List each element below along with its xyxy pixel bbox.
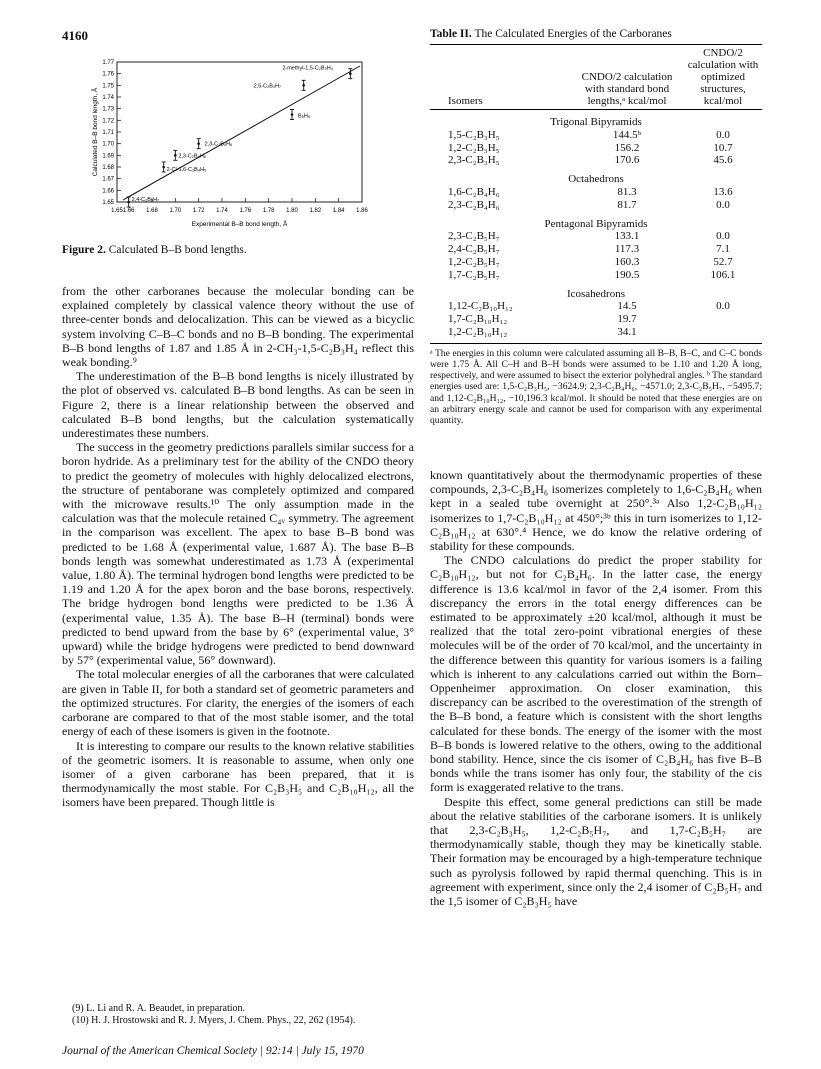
point-label: 2,3-C₂B₄H₆	[204, 141, 233, 148]
paragraph: Despite this effect, some general predictions can still be made about the relative stabilities of the carborane isomers. It is unlikely that 2,3-C₂B₃H₅, 1,2-C₂B₅H₇, and 1,7-C₂B₅H₇ are thermodynamically stable, though they may be kinetically stable. Their formation may be encouraged by a high-temperature technique such as pyrolysis followed by rapid thermal quenching. This is in agreement with experiment, since only the 2,4 isomer of C₂B₅H₇ and the 1,5 isomer of C₂B₃H₅ have	[430, 794, 762, 909]
y-axis-label: Calculated B–B bond length, Å	[92, 87, 99, 177]
bond-length-scatter-plot	[62, 52, 414, 252]
point-label: B₅H₉	[298, 113, 311, 120]
cell-optimized-energy	[684, 326, 762, 343]
cell-standard-energy: 160.3	[614, 255, 640, 268]
cell-standard-energy: 190.5	[614, 268, 640, 281]
energies-table	[430, 44, 762, 344]
table-group-row	[430, 110, 762, 129]
x-tick-label: 1.70	[169, 208, 182, 214]
cell-standard-energy: 170.6	[614, 154, 640, 167]
left-column	[62, 284, 414, 810]
cell-isomer: 1,6-C₂B₄H₆	[448, 185, 500, 198]
x-tick-label: 1.66	[122, 208, 135, 214]
cell-optimized-energy: 10.7	[713, 141, 733, 154]
references	[62, 1003, 414, 1027]
data-point	[197, 142, 200, 145]
cell-isomer: 2,3-C₂B₄H₆	[448, 198, 500, 211]
table-body	[430, 110, 762, 344]
cell-optimized-energy: 0.0	[716, 230, 730, 243]
cell-standard-energy: 144.5ᵇ	[612, 128, 642, 141]
page-number: 4160	[62, 28, 88, 43]
point-label: 2-methyl-1,5-C₂B₃H₄	[282, 65, 333, 72]
plot-frame	[117, 62, 362, 202]
cell-isomer: 1,7-C₂B₅H₇	[448, 268, 500, 281]
cell-optimized-energy: 0.0	[716, 300, 730, 313]
y-tick-label: 1.74	[102, 95, 114, 101]
cell-standard-energy: 117.3	[614, 243, 640, 256]
header-isomers: Isomers	[448, 95, 483, 107]
x-tick-label: 1.72	[192, 208, 205, 214]
x-tick-label: 1.82	[309, 208, 322, 214]
right-column	[430, 468, 762, 908]
figure-caption-text: Calculated B–B bond lengths.	[108, 244, 247, 256]
point-label: 2,5-C₂B₃H₇	[253, 83, 282, 90]
figure-2	[62, 52, 414, 252]
y-tick-label: 1.73	[102, 106, 114, 113]
cell-optimized-energy	[684, 313, 762, 326]
cell-optimized-energy: 7.1	[716, 243, 730, 256]
y-tick-label: 1.75	[102, 83, 114, 90]
cell-isomer: 1,2-C₂B₅H₇	[448, 255, 500, 268]
y-tick-label: 1.69	[102, 153, 114, 160]
table-group-row	[430, 167, 762, 186]
table-row	[430, 256, 762, 269]
y-tick-label: 1.70	[102, 141, 114, 148]
y-tick-label: 1.65	[102, 200, 114, 206]
table-footnote: ᵃ The energies in this column were calculated assuming all B–B, B–C, and C–C bonds were 1.75 Å. All C–H and B–H bonds were assumed to be 1.10 and 1.20 Å long, respectively, and were assumed to bisect the exterior polyhedral angles. ᵇ The standard energies used are: 1,5-C₂B₃H₅, −3624.9; 2,3-C₂B₄H₆, −4571.0; 2,3-C₂B₅H₇, −5495.7; and 1,12-C₂B₁₀H₁₂, −10,196.3 kcal/mol. It should be noted that these energies are on an arbitrary energy scale and cannot be used for comparison with any experimental quantity.	[430, 347, 762, 426]
x-tick-label: 1.86	[356, 208, 368, 214]
table-group-row	[430, 282, 762, 301]
cell-isomer: 2,3-C₂B₃H₅	[448, 154, 500, 167]
y-tick-label: 1.67	[102, 176, 114, 183]
x-tick-label: 1.68	[146, 208, 158, 214]
data-point	[349, 72, 352, 75]
figure-caption	[62, 244, 247, 256]
reference: (10) H. J. Hrostowski and R. J. Myers, J. Chem. Phys., 22, 262 (1954).	[72, 1015, 356, 1026]
table-row	[430, 129, 762, 142]
data-point	[162, 166, 165, 169]
cell-isomer: 1,2-C₂B₁₀H₁₂	[448, 325, 508, 338]
data-point	[127, 201, 130, 204]
cell-optimized-energy: 0.0	[716, 198, 730, 211]
point-label: 2-Cl-1,6-C₂B₄H₅	[166, 167, 207, 173]
table-title-text: The Calculated Energies of the Carboranes	[474, 28, 672, 40]
paragraph: from the other carboranes because the molecular bonding can be explained completely by classical valence theory without the use of three-center bonds and delocalization. This can be viewed as a bicyclic system involving C–B–C bonds and no B–B bonding. The experimental B–B bond lengths of 1.87 and 1.85 Å in 2-CH₃-1,5-C₂B₃H₄ reflect this weak bonding.⁹	[62, 284, 414, 370]
paragraph: The success in the geometry predictions parallels similar success for a boron hydride. As a preliminary test for the ability of the CNDO theory to predict the geometry of molecules with highly delocalized electrons, the structure of pentaborane was completely optimized and compared with the microwave results.¹⁰ The only assumption made in the calculation was that the molecule retained C₄ᵥ symmetry. The agreement in the comparison was excellent. The apex to base B–B bond was predicted to be 1.68 Å (experimental value, 1.687 Å). The base B–B bonds length was somewhat underestimated as 1.73 Å (experimental value, 1.80 Å). The terminal hydrogen bond lengths were predicted to be 1.19 and 1.20 Å for the apex boron and the base borons, respectively. The bridge hydrogen bond lengths were predicted to be 1.36 Å (experimental value, 1.35 Å). The base B–H (terminal) bonds were predicted to bend upward from the base by 6° (experimental value, 3° upward) while the bridge hydrogens were predicted to bend downward by 57° (experimental value, 56° downward).	[62, 440, 414, 668]
table-row	[430, 186, 762, 199]
table-group-label: Octahedrons	[568, 173, 624, 186]
table-row	[430, 269, 762, 282]
reference: (9) L. Li and R. A. Beaudet, in preparation.	[72, 1003, 246, 1014]
table-row	[430, 300, 762, 313]
paragraph: It is interesting to compare our results to the known relative stabilities of the geometric isomers. It is reasonable to assume, when only one isomer of a given carborane has been prepared, that it is thermodynamically the most stable. For C₂B₃H₅ and C₂B₁₀H₁₂, all the isomers have been prepared. Though little is	[62, 738, 414, 810]
cell-isomer: 2,4-C₂B₅H₇	[448, 243, 500, 256]
table-group-label: Icosahedrons	[566, 287, 626, 300]
x-axis-label: Experimental B–B bond length, Å	[191, 221, 288, 228]
x-tick-label: 1.74	[216, 208, 228, 214]
x-tick-label: 1.78	[262, 208, 275, 214]
table-row	[430, 243, 762, 256]
data-point	[302, 84, 305, 87]
paragraph: The underestimation of the B–B bond lengths is nicely illustrated by the plot of observed vs. calculated B–B bond lengths. As can be seen in Figure 2, there is a linear relationship between the observed and calculated B–B bond lengths, but the calculation systematically underestimates these numbers.	[62, 369, 414, 441]
y-tick-label: 1.77	[102, 60, 114, 66]
y-tick-label: 1.66	[102, 188, 114, 195]
x-tick-label: 1.65	[111, 208, 123, 214]
cell-optimized-energy: 13.6	[713, 185, 733, 198]
y-tick-label: 1.72	[102, 118, 114, 125]
figure-caption-label: Figure 2.	[62, 244, 106, 256]
header-optimized: CNDO/2 calculation with optimized structures, kcal/mol	[687, 47, 759, 107]
cell-standard-energy: 34.1	[617, 325, 637, 338]
data-point	[174, 154, 177, 157]
table-row	[430, 326, 762, 343]
journal-footer: Journal of the American Chemical Society | 92:14 | July 15, 1970	[62, 1045, 364, 1057]
x-tick-label: 1.80	[286, 208, 298, 214]
header-standard: CNDO/2 calculation with standard bond lengths,ᵃ kcal/mol	[581, 71, 673, 107]
cell-optimized-energy: 52.7	[713, 255, 733, 268]
table-row	[430, 142, 762, 155]
cell-isomer: 1,5-C₂B₃H₅	[448, 128, 500, 141]
x-tick-label: 1.84	[332, 208, 345, 214]
table-row	[430, 313, 762, 326]
paragraph: The total molecular energies of all the carboranes that were calculated are given in Table II, for both a standard set of geometric parameters and the optimized structures. For clarity, the energies of the isomers of each carborane are compared to that of the most stable isomer, and the total energy of each of these isomers is given in the footnote.	[62, 667, 414, 739]
table-group-row	[430, 212, 762, 231]
cell-standard-energy: 81.3	[617, 185, 637, 198]
cell-isomer: 1,2-C₂B₃H₅	[448, 141, 500, 154]
table-row	[430, 230, 762, 243]
y-tick-label: 1.76	[102, 71, 114, 78]
y-tick-label: 1.68	[102, 165, 114, 171]
y-tick-label: 1.71	[102, 130, 114, 136]
cell-isomer: 2,3-C₂B₅H₇	[448, 230, 500, 243]
table-title	[430, 28, 762, 40]
data-point	[291, 113, 294, 116]
cell-standard-energy: 14.5	[617, 300, 637, 313]
table-label: Table II.	[430, 28, 472, 40]
table-row	[430, 199, 762, 212]
point-label: 2,4-C₂B₅H₇	[131, 197, 160, 203]
table-group-label: Trigonal Bipyramids	[550, 116, 642, 128]
cell-standard-energy: 156.2	[614, 141, 640, 154]
table-ii	[430, 28, 762, 426]
cell-optimized-energy: 106.1	[710, 268, 736, 281]
point-label: 2,3-C₂B₄H₆	[178, 153, 207, 160]
cell-optimized-energy: 45.6	[713, 154, 733, 167]
cell-standard-energy: 81.7	[617, 198, 637, 211]
paragraph: known quantitatively about the thermodynamic properties of these compounds, 2,3-C₂B₄H₆ isomerizes completely to 1,6-C₂B₄H₆ when kept in a sealed tube overnight at 250°.³ᵃ Also 1,2-C₂B₁₀H₁₂ isomerizes to 1,7-C₂B₁₀H₁₂ at 450°;³ᵇ this in turn isomerizes to 1,12-C₂B₁₀H₁₂ at 630°.⁴ Hence, we do know the relative ordering of stability for these compounds.	[430, 468, 762, 554]
table-header-row	[430, 45, 762, 110]
table-group-label: Pentagonal Bipyramids	[544, 217, 648, 230]
cell-isomer: 1,12-C₂B₁₀H₁₂	[448, 300, 513, 313]
cell-standard-energy: 19.7	[617, 313, 637, 326]
cell-optimized-energy: 0.0	[716, 128, 730, 141]
fit-line	[123, 66, 360, 200]
table-row	[430, 154, 762, 167]
cell-isomer: 1,7-C₂B₁₀H₁₂	[448, 313, 508, 326]
x-tick-label: 1.76	[239, 208, 252, 214]
paragraph: The CNDO calculations do predict the proper stability for C₂B₁₀H₁₂, but not for C₂B₄H₆. In the latter case, the energy difference is 13.6 kcal/mol in favor of the 2,4 isomer. From this discrepancy the errors in the total energy differences can be estimated to be approximately ±20 kcal/mol, although it must be realized that the total zero-point vibrational energies of these molecules will be of the order of 70 kcal/mol, and the uncertainty in the difference between this quantity for various isomers is a failing which is inherent to any calculations carried out within the Born–Oppenheimer approximation. On closer examination, this discrepancy can be ascribed to the overestimation of the strength of the B–B bond, a feature which is consistent with the short lengths calculated for these bonds. The energy of the isomer with the most B–B bonds is lowered relative to the others, owing to the additional bond stability. Hence, since the cis isomer of C₂B₄H₆ has five B–B bonds while the trans isomer has only four, the stability of the cis form is exaggerated relative to the trans.	[430, 553, 762, 795]
cell-standard-energy: 133.1	[614, 230, 640, 243]
